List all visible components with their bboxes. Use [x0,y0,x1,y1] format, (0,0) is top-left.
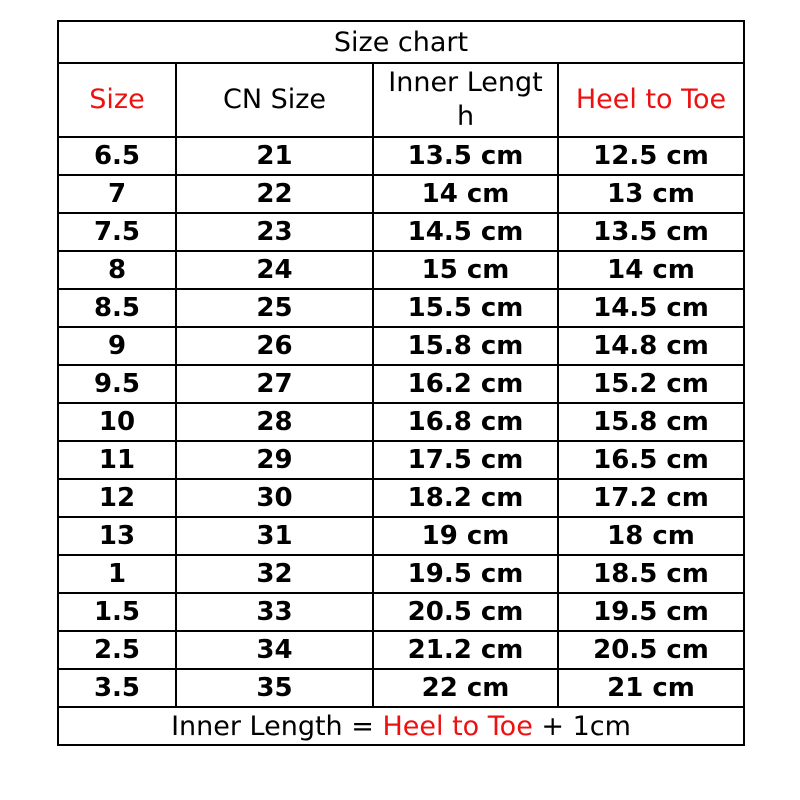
table-row [58,403,744,441]
cell-size: 6.5 [58,137,176,175]
cell-inner-length: 19.5 cm [373,555,558,593]
table-row [58,137,744,175]
cell-size: 10 [58,403,176,441]
cell-inner-length: 13.5 cm [373,137,558,175]
cell-inner-length: 15 cm [373,251,558,289]
cell-heel-to-toe: 15.8 cm [558,403,744,441]
cell-cn-size: 31 [176,517,373,555]
cell-inner-length: 16.2 cm [373,365,558,403]
cell-cn-size: 28 [176,403,373,441]
table-row [58,441,744,479]
cell-cn-size: 34 [176,631,373,669]
cell-cn-size: 21 [176,137,373,175]
table-row [58,251,744,289]
cell-heel-to-toe: 14 cm [558,251,744,289]
cell-heel-to-toe: 20.5 cm [558,631,744,669]
cell-heel-to-toe: 16.5 cm [558,441,744,479]
table-row [58,175,744,213]
cell-cn-size: 25 [176,289,373,327]
cell-heel-to-toe: 14.5 cm [558,289,744,327]
cell-size: 7 [58,175,176,213]
table-title: Size chart [58,21,744,63]
cell-size: 11 [58,441,176,479]
cell-heel-to-toe: 13 cm [558,175,744,213]
table-row [58,213,744,251]
table-row [58,593,744,631]
cell-size: 7.5 [58,213,176,251]
cell-cn-size: 32 [176,555,373,593]
cell-inner-length: 21.2 cm [373,631,558,669]
cell-heel-to-toe: 17.2 cm [558,479,744,517]
cell-inner-length: 16.8 cm [373,403,558,441]
cell-inner-length: 14.5 cm [373,213,558,251]
header-size: Size [58,63,176,137]
cell-inner-length: 22 cm [373,669,558,707]
cell-inner-length: 20.5 cm [373,593,558,631]
cell-cn-size: 33 [176,593,373,631]
header-inner-length: Inner Length [373,63,558,137]
cell-cn-size: 26 [176,327,373,365]
cell-cn-size: 22 [176,175,373,213]
size-chart-table [57,20,745,746]
cell-heel-to-toe: 18 cm [558,517,744,555]
cell-size: 3.5 [58,669,176,707]
cell-cn-size: 30 [176,479,373,517]
cell-heel-to-toe: 21 cm [558,669,744,707]
table-row [58,365,744,403]
header-heel-to-toe: Heel to Toe [558,63,744,137]
cell-size: 8 [58,251,176,289]
cell-size: 1.5 [58,593,176,631]
cell-heel-to-toe: 19.5 cm [558,593,744,631]
table-row [58,479,744,517]
table-row [58,289,744,327]
cell-cn-size: 24 [176,251,373,289]
cell-inner-length: 15.8 cm [373,327,558,365]
cell-inner-length: 19 cm [373,517,558,555]
table-row [58,555,744,593]
cell-heel-to-toe: 18.5 cm [558,555,744,593]
footer-note [58,707,744,745]
cell-heel-to-toe: 13.5 cm [558,213,744,251]
table-row [58,517,744,555]
cell-heel-to-toe: 14.8 cm [558,327,744,365]
header-cn-size: CN Size [176,63,373,137]
cell-heel-to-toe: 12.5 cm [558,137,744,175]
footer-text-heel-to-toe: Heel to Toe [382,710,533,742]
cell-size: 8.5 [58,289,176,327]
footer-row [58,707,744,745]
footer-text-inner-length: Inner Length = [171,710,383,742]
table-body [58,21,744,707]
cell-size: 13 [58,517,176,555]
table-row [58,669,744,707]
cell-inner-length: 15.5 cm [373,289,558,327]
cell-size: 9.5 [58,365,176,403]
cell-size: 9 [58,327,176,365]
cell-size: 2.5 [58,631,176,669]
cell-size: 12 [58,479,176,517]
cell-size: 1 [58,555,176,593]
footer-text-plus-1cm: + 1cm [532,710,631,742]
table-row [58,327,744,365]
cell-cn-size: 23 [176,213,373,251]
cell-cn-size: 29 [176,441,373,479]
cell-cn-size: 35 [176,669,373,707]
cell-heel-to-toe: 15.2 cm [558,365,744,403]
cell-inner-length: 17.5 cm [373,441,558,479]
header-row [58,63,744,137]
cell-inner-length: 18.2 cm [373,479,558,517]
title-row [58,21,744,63]
cell-cn-size: 27 [176,365,373,403]
table-row [58,631,744,669]
cell-inner-length: 14 cm [373,175,558,213]
